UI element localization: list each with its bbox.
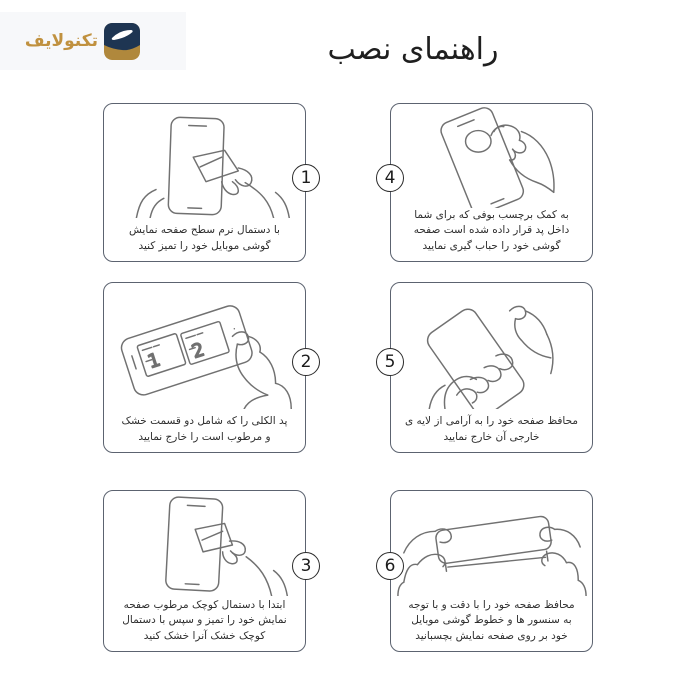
illustration-peel-outer-layer xyxy=(391,283,592,414)
step-caption xyxy=(391,598,592,652)
caption-line: گوشی موبایل خود را تمیز کنید xyxy=(138,239,271,252)
step-number: 4 xyxy=(384,167,396,188)
step-number: 2 xyxy=(300,352,312,373)
step-number-badge xyxy=(292,164,320,192)
illustration-clean-screen-soft-cloth xyxy=(104,104,305,223)
step-number: 1 xyxy=(300,167,312,188)
step-number-badge xyxy=(292,552,320,580)
step-panel-5 xyxy=(384,282,593,453)
illustration-wet-then-dry-wipe xyxy=(104,491,305,598)
caption-line: خود بر روی صفحه نمایش بچسبانید xyxy=(415,629,568,642)
step-caption xyxy=(104,223,305,261)
caption-line: به سنسور ها و خطوط گوشی موبایل xyxy=(411,614,572,626)
step-number-badge xyxy=(292,348,320,376)
illustration-bubble-removal-buff-sticker xyxy=(391,104,592,208)
illustration-remove-alcohol-pad xyxy=(104,283,305,414)
caption-line: خارجی آن خارج نمایید xyxy=(443,430,540,443)
caption-line: گوشی خود را حباب گیری نمایید xyxy=(422,239,561,252)
caption-line: نمایش خود را تمیز و سپس با دستمال xyxy=(122,614,287,626)
caption-line: به کمک برچسب بوفی که برای شما xyxy=(414,208,569,221)
caption-line: پد الکلی را که شامل دو قسمت خشک xyxy=(121,415,288,427)
step-number: 5 xyxy=(384,352,396,373)
page-title: راهنمای نصب xyxy=(327,32,499,67)
caption-line: داخل پد قرار داده شده است صفحه xyxy=(413,224,570,236)
caption-line: ابتدا با دستمال کوچک مرطوب صفحه xyxy=(123,598,286,611)
sachet-label-2: 2 xyxy=(188,338,207,363)
step-number-badge xyxy=(376,164,404,192)
sachet-label-1: 1 xyxy=(144,349,163,373)
caption-line: محافظ صفحه خود را با دقت و با توجه xyxy=(408,598,575,611)
caption-line: محافظ صفحه خود را به آرامی از لایه ی xyxy=(404,415,579,427)
caption-line: و مرطوب است را خارج نمایید xyxy=(138,430,271,443)
step-number-badge xyxy=(376,552,404,580)
step-caption xyxy=(391,208,592,262)
step-number: 6 xyxy=(384,556,396,577)
caption-line: با دستمال نرم سطح صفحه نمایش xyxy=(129,224,280,236)
step-caption xyxy=(104,598,305,652)
technolife-logo-icon xyxy=(104,23,140,60)
step-panel-2 xyxy=(103,282,312,453)
step-caption xyxy=(104,414,305,452)
step-panel-6 xyxy=(384,490,593,652)
brand-name: تکنولایف xyxy=(24,30,98,51)
caption-line: کوچک خشک آنرا خشک کنید xyxy=(143,629,266,642)
step-panel-1 xyxy=(103,103,312,262)
illustration-apply-protector-aligned xyxy=(391,491,592,598)
step-panel-4 xyxy=(384,103,593,262)
step-number: 3 xyxy=(300,556,312,577)
step-caption xyxy=(391,414,592,452)
step-panel-3 xyxy=(103,490,312,652)
